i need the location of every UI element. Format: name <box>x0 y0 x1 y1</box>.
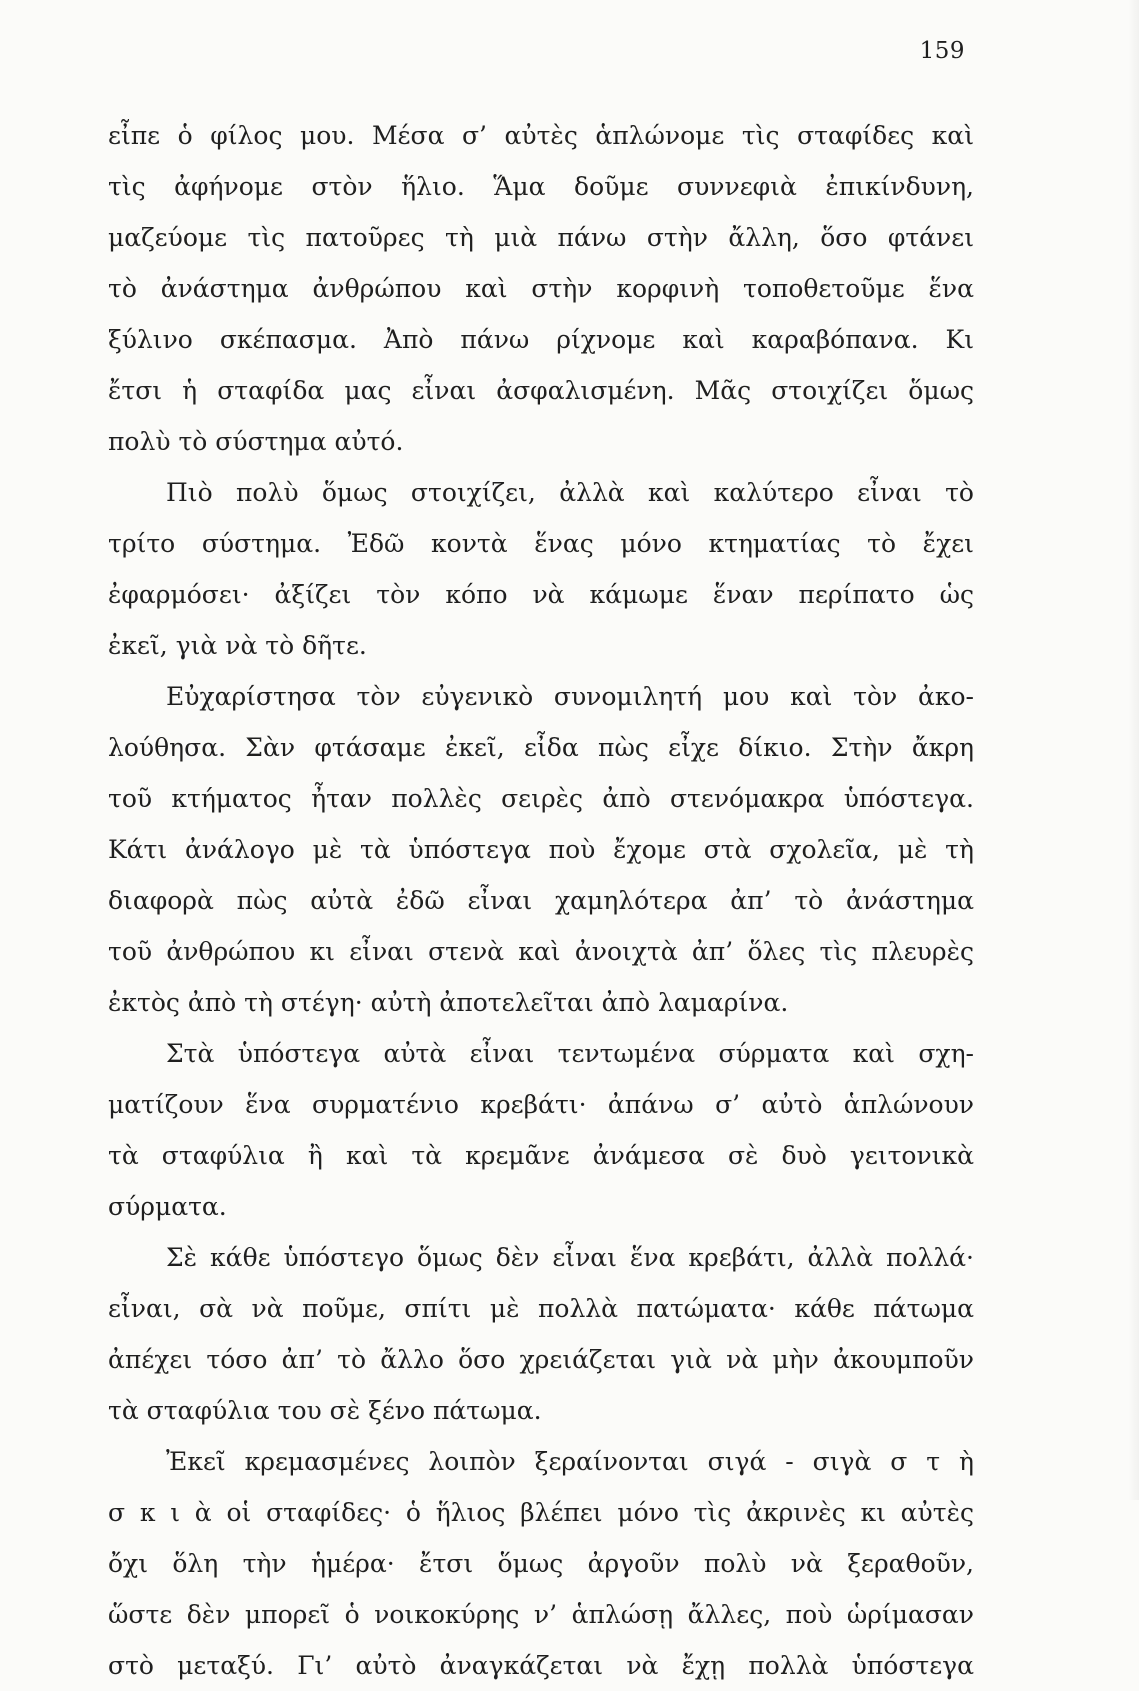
text-line: Κάτι ἀνάλογο μὲ τὰ ὑπόστεγα ποὺ ἔχομε στὰ σχολεῖα, μὲ τὴ <box>108 835 974 864</box>
text-line: Στὰ ὑπόστεγα αὐτὰ εἶναι τεντωμένα σύρματα καὶ σχη- <box>166 1039 974 1068</box>
text-line: στὸ μεταξύ. Γι’ αὐτὸ ἀναγκάζεται νὰ ἔχῃ πολλὰ ὑπόστεγα <box>108 1651 974 1680</box>
text-line: Σὲ κάθε ὑπόστεγο ὅμως δὲν εἶναι ἕνα κρεβάτι, ἀλλὰ πολλά· <box>166 1243 974 1272</box>
page-edge-shadow <box>1128 0 1139 1500</box>
text-line: Πιὸ πολὺ ὅμως στοιχίζει, ἀλλὰ καὶ καλύτερο εἶναι τὸ <box>166 478 974 507</box>
text-line: τοῦ ἀνθρώπου κι εἶναι στενὰ καὶ ἀνοιχτὰ ἀπ’ ὅλες τὶς πλευρὲς <box>108 937 974 966</box>
text-line: τοῦ κτήματος ἦταν πολλὲς σειρὲς ἀπὸ στενόμακρα ὑπόστεγα. <box>108 784 974 813</box>
text-line: λούθησα. Σὰν φτάσαμε ἐκεῖ, εἶδα πὼς εἶχε δίκιο. Στὴν ἄκρη <box>108 733 974 762</box>
text-line: ἀπέχει τόσο ἀπ’ τὸ ἄλλο ὅσο χρειάζεται γιὰ νὰ μὴν ἀκουμποῦν <box>108 1345 974 1374</box>
text-line: ἐφαρμόσει· ἀξίζει τὸν κόπο νὰ κάμωμε ἕναν περίπατο ὡς <box>108 580 974 609</box>
text-line: εἶπε ὁ φίλος μου. Μέσα σ’ αὐτὲς ἁπλώνομε τὶς σταφίδες καὶ <box>108 121 974 150</box>
body-text <box>108 110 974 1691</box>
text-line: τὰ σταφύλια του σὲ ξένο πάτωμα. <box>108 1396 542 1425</box>
page-number: 159 <box>919 38 965 64</box>
text-line: εἶναι, σὰ νὰ ποῦμε, σπίτι μὲ πολλὰ πατώματα· κάθε πάτωμα <box>108 1294 974 1323</box>
text-line: ξύλινο σκέπασμα. Ἀπὸ πάνω ρίχνομε καὶ καραβόπανα. Κι <box>108 325 974 354</box>
text-line: Ἐκεῖ κρεμασμένες λοιπὸν ξεραίνονται σιγά - σιγὰ σ τ ὴ <box>166 1447 974 1476</box>
text-line: ἐκτὸς ἀπὸ τὴ στέγη· αὐτὴ ἀποτελεῖται ἀπὸ λαμαρίνα. <box>108 988 789 1017</box>
text-line: τρίτο σύστημα. Ἐδῶ κοντὰ ἕνας μόνο κτηματίας τὸ ἔχει <box>108 529 974 558</box>
text-line: σ κ ι ὰ οἱ σταφίδες· ὁ ἥλιος βλέπει μόνο τὶς ἀκρινὲς κι αὐτὲς <box>108 1498 974 1527</box>
text-line: μαζεύομε τὶς πατοῦρες τὴ μιὰ πάνω στὴν ἄλλη, ὅσο φτάνει <box>108 223 974 252</box>
text-line: Εὐχαρίστησα τὸν εὐγενικὸ συνομιλητή μου καὶ τὸν ἀκο- <box>166 682 974 711</box>
text-line: τὸ ἀνάστημα ἀνθρώπου καὶ στὴν κορφινὴ τοποθετοῦμε ἕνα <box>108 274 974 303</box>
text-line: διαφορὰ πὼς αὐτὰ ἐδῶ εἶναι χαμηλότερα ἀπ’ τὸ ἀνάστημα <box>108 886 974 915</box>
text-line: ἔτσι ἡ σταφίδα μας εἶναι ἀσφαλισμένη. Μᾶς στοιχίζει ὅμως <box>108 376 974 405</box>
text-line: ὥστε δὲν μπορεῖ ὁ νοικοκύρης ν’ ἁπλώσῃ ἄλλες, ποὺ ὡρίμασαν <box>108 1600 974 1629</box>
text-line: τὶς ἀφήνομε στὸν ἥλιο. Ἅμα δοῦμε συννεφιὰ ἐπικίνδυνη, <box>108 172 974 201</box>
text-line: ὄχι ὅλη τὴν ἡμέρα· ἔτσι ὅμως ἀργοῦν πολὺ νὰ ξεραθοῦν, <box>108 1549 974 1578</box>
text-line: σύρματα. <box>108 1192 227 1221</box>
text-line: πολὺ τὸ σύστημα αὐτό. <box>108 427 404 456</box>
text-line: ματίζουν ἕνα συρματένιο κρεβάτι· ἀπάνω σ’ αὐτὸ ἁπλώνουν <box>108 1090 974 1119</box>
text-line: ἐκεῖ, γιὰ νὰ τὸ δῆτε. <box>108 631 367 660</box>
text-line: τὰ σταφύλια ἢ καὶ τὰ κρεμᾶνε ἀνάμεσα σὲ δυὸ γειτονικὰ <box>108 1141 974 1170</box>
